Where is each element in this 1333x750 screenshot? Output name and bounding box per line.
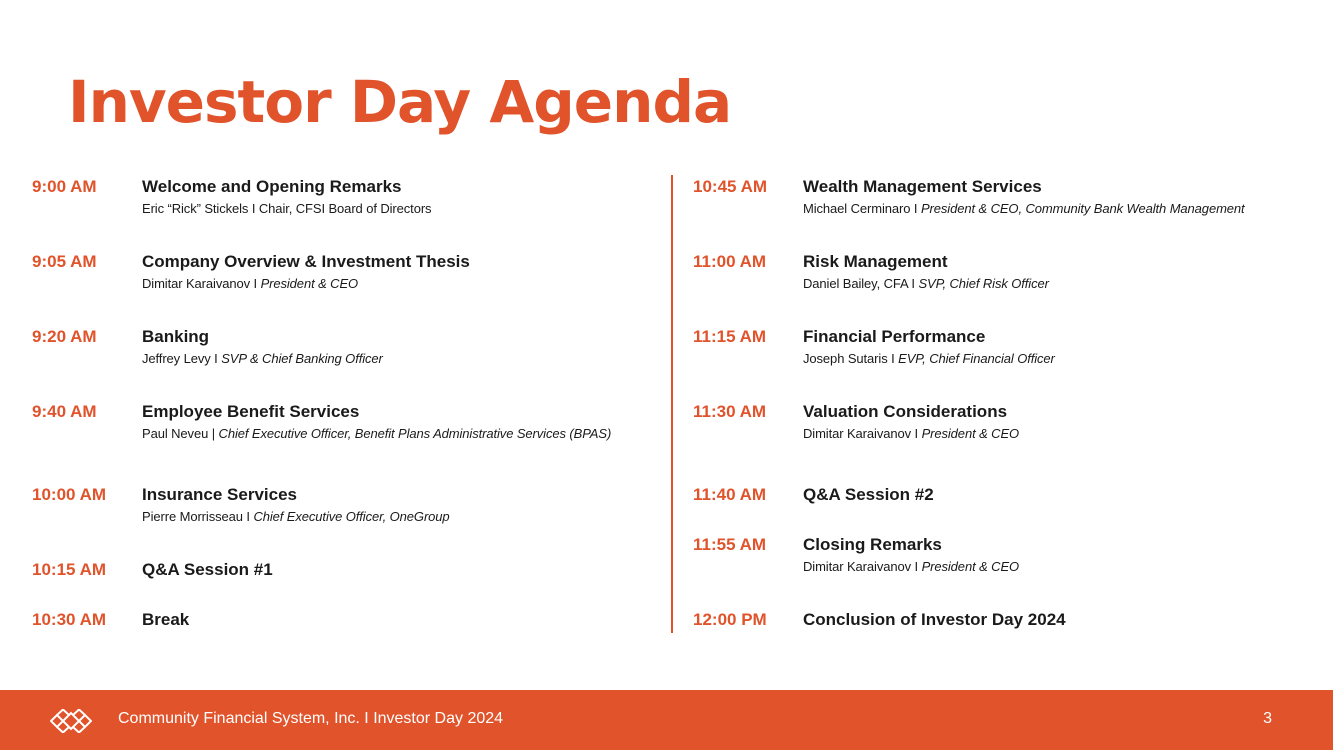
agenda-time: 10:00 AM	[32, 485, 107, 504]
agenda-time: 9:40 AM	[32, 402, 97, 421]
footer-bar	[0, 690, 1333, 750]
agenda-session: Valuation Considerations	[803, 402, 1008, 421]
agenda-speaker: Dimitar Karaivanov I President & CEO	[803, 559, 1020, 574]
page-number: 3	[1263, 710, 1272, 727]
agenda-time: 9:05 AM	[32, 252, 97, 271]
agenda-time: 11:55 AM	[693, 535, 767, 554]
community-financial-logo-icon	[50, 709, 92, 733]
agenda-session: Closing Remarks	[803, 535, 942, 554]
agenda-speaker: Michael Cerminaro I President & CEO, Community Bank Wealth Management	[803, 201, 1245, 216]
agenda-speaker: Jeffrey Levy I SVP & Chief Banking Officer	[142, 351, 383, 366]
agenda-time: 11:00 AM	[693, 252, 767, 271]
agenda-speaker: Joseph Sutaris I EVP, Chief Financial Officer	[803, 351, 1055, 366]
agenda-session: Financial Performance	[803, 327, 986, 346]
agenda-time: 9:20 AM	[32, 327, 97, 346]
agenda-session: Employee Benefit Services	[142, 402, 360, 421]
agenda-time: 12:00 PM	[693, 610, 767, 629]
agenda-time: 11:30 AM	[693, 402, 767, 421]
agenda-time: 10:30 AM	[32, 610, 107, 629]
agenda-session: Company Overview & Investment Thesis	[142, 252, 470, 271]
agenda-speaker: Daniel Bailey, CFA I SVP, Chief Risk Officer	[803, 276, 1049, 291]
agenda-speaker: Dimitar Karaivanov I President & CEO	[803, 426, 1020, 441]
agenda-session: Conclusion of Investor Day 2024	[803, 610, 1066, 629]
footer-text: Community Financial System, Inc. I Investor Day 2024	[118, 710, 504, 727]
agenda-speaker: Pierre Morrisseau I Chief Executive Officer, OneGroup	[142, 509, 450, 524]
agenda-session: Wealth Management Services	[803, 177, 1042, 196]
agenda-time: 11:15 AM	[693, 327, 767, 346]
agenda-time: 10:45 AM	[693, 177, 768, 196]
agenda-session: Q&A Session #2	[803, 485, 934, 504]
agenda-speaker: Eric “Rick” Stickels I Chair, CFSI Board of Directors	[142, 201, 432, 216]
column-divider	[671, 175, 673, 633]
agenda-session: Banking	[142, 327, 210, 346]
agenda-speaker: Paul Neveu | Chief Executive Officer, Benefit Plans Administrative Services (BPAS)	[142, 426, 612, 441]
agenda-time: 11:40 AM	[693, 485, 767, 504]
agenda-time: 10:15 AM	[32, 560, 107, 579]
agenda-time: 9:00 AM	[32, 177, 97, 196]
agenda-session: Risk Management	[803, 252, 948, 271]
agenda-session: Q&A Session #1	[142, 560, 273, 579]
agenda-session: Welcome and Opening Remarks	[142, 177, 402, 196]
agenda-session: Insurance Services	[142, 485, 297, 504]
agenda-session: Break	[142, 610, 190, 629]
page-title: Investor Day Agenda	[68, 68, 732, 136]
agenda-speaker: Dimitar Karaivanov I President & CEO	[142, 276, 359, 291]
